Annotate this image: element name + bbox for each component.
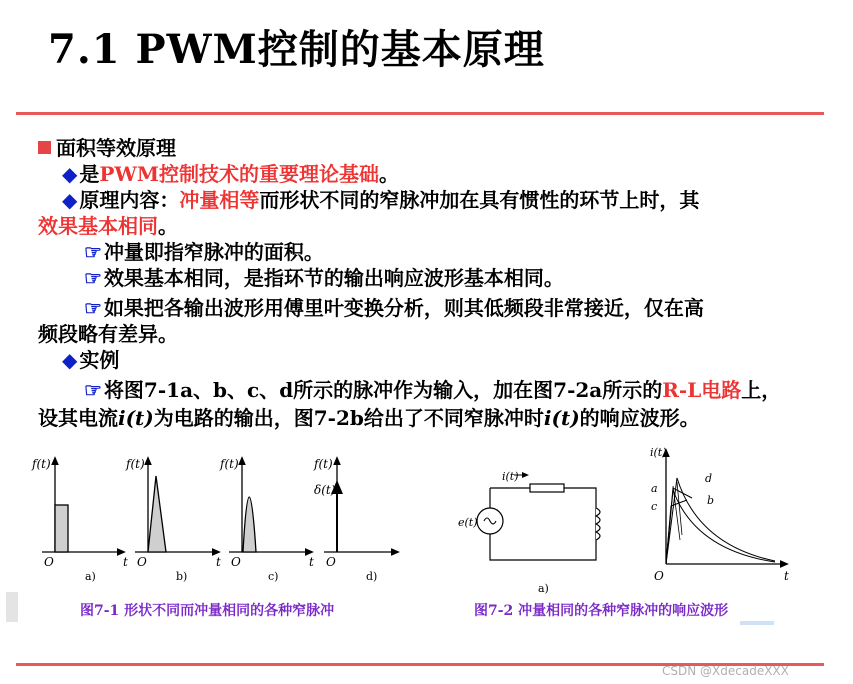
sub-bullet-impulse <box>84 239 324 265</box>
bullet-principle-cont <box>38 213 178 239</box>
label-f-d: f(t) <box>314 457 333 471</box>
label-curve-d: d <box>705 472 713 485</box>
example-line-1 <box>84 377 781 403</box>
pointing-hand-icon: ☞ <box>84 296 102 320</box>
label-o-c: O <box>231 555 241 569</box>
bullet-basis-pre: 是 <box>79 162 100 186</box>
label-it-circuit: i(t) <box>502 470 519 483</box>
principle-highlight-effect: 效果基本相同 <box>38 214 158 238</box>
label-curve-b: b <box>707 494 715 507</box>
curve-a <box>666 490 775 564</box>
wire-loop <box>490 488 596 560</box>
principle-highlight-impulse: 冲量相等 <box>179 188 260 212</box>
label-f-b: f(t) <box>126 457 145 471</box>
label-sub-a-circuit: a) <box>538 582 549 595</box>
label-o-d: O <box>326 555 336 569</box>
sub-bullet-impulse-text: 冲量即指窄脉冲的面积。 <box>103 240 324 264</box>
label-o-a: O <box>44 555 54 569</box>
label-t-a: t <box>123 555 128 569</box>
bullet-example-label: 实例 <box>79 348 120 372</box>
sub-bullet-fourier <box>84 295 704 321</box>
example-text-4: 为电路的输出，图7-2b给出了不同窄脉冲时 <box>153 406 544 430</box>
sub-bullet-effect-text: 效果基本相同，是指环节的输出响应波形基本相同。 <box>103 266 564 290</box>
label-sub-d: d) <box>366 570 378 583</box>
sub-bullet-fourier-text: 如果把各输出波形用傅里叶变换分析，则其低频段非常接近，仅在高 <box>103 296 704 320</box>
pulse-a-plot <box>31 457 128 583</box>
section-heading: 面积等效原理 <box>56 136 176 160</box>
diamond-bullet-icon: ◆ <box>62 162 78 186</box>
label-f-a: f(t) <box>32 457 51 471</box>
curve-d <box>666 478 775 564</box>
label-o-b: O <box>137 555 147 569</box>
bullet-basis <box>62 161 399 187</box>
bullet-principle <box>62 187 699 213</box>
label-f-c: f(t) <box>220 457 239 471</box>
pulse-sine <box>243 497 256 552</box>
example-line-2 <box>38 405 700 431</box>
principle-post: 。 <box>158 214 178 238</box>
pulse-c-plot <box>219 457 314 583</box>
blue-highlight-mark <box>740 621 774 625</box>
example-text-1: 将图7-1a、b、c、d所示的脉冲作为输入，加在图7-2a所示的 <box>103 378 663 402</box>
example-text-2: 上， <box>741 378 782 402</box>
example-highlight-rl: R-L电路 <box>662 378 742 402</box>
top-divider <box>16 112 824 115</box>
figure-7-1-caption: 图7-1 形状不同而冲量相同的各种窄脉冲 <box>80 603 335 619</box>
label-t-b: t <box>216 555 221 569</box>
label-sub-b: b) <box>176 570 188 583</box>
pulse-d-plot <box>313 457 396 583</box>
inductor <box>596 508 600 540</box>
label-et: e(t) <box>458 516 478 529</box>
label-sub-c: c) <box>268 570 279 583</box>
principle-pre: 原理内容： <box>79 188 180 212</box>
label-t-c: t <box>309 555 314 569</box>
principle-mid: 而形状不同的窄脉冲加在具有惯性的环节上时，其 <box>259 188 700 212</box>
label-delta-d: δ(t) <box>314 483 336 497</box>
example-current-2: i(t) <box>543 406 580 430</box>
label-curve-a: a <box>651 482 658 495</box>
pointing-hand-icon: ☞ <box>84 378 102 402</box>
label-t-resp: t <box>784 569 789 583</box>
figure-7-1 <box>30 448 400 596</box>
bullet-basis-post: 。 <box>379 162 400 186</box>
diamond-bullet-icon: ◆ <box>62 188 78 212</box>
pointing-hand-icon: ☞ <box>84 240 102 264</box>
watermark: CSDN @XdecadeXXX <box>662 664 789 678</box>
diamond-bullet-icon: ◆ <box>62 348 78 372</box>
label-curve-c: c <box>651 500 658 513</box>
hatch-1 <box>673 486 680 540</box>
label-it-resp: i(t) <box>650 446 667 459</box>
bullet-basis-highlight: PWM控制技术的重要理论基础 <box>99 162 380 186</box>
label-o-resp: O <box>654 569 664 583</box>
example-current-1: i(t) <box>118 406 154 430</box>
slide-title: 7.1 PWM控制的基本原理 <box>48 26 545 73</box>
response-plot <box>650 446 789 583</box>
figure-7-2 <box>440 440 800 600</box>
figure-7-2-caption: 图7-2 冲量相同的各种窄脉冲的响应波形 <box>474 603 729 619</box>
pulse-rect <box>55 505 68 552</box>
bullet-example <box>62 347 119 373</box>
heading-line <box>38 135 176 161</box>
pulse-triangle <box>148 476 166 552</box>
label-sub-a: a) <box>85 570 96 583</box>
left-gray-block <box>6 592 18 622</box>
example-text-5: 的响应波形。 <box>579 406 700 430</box>
sub-bullet-effect <box>84 265 564 291</box>
sub-bullet-fourier-cont: 频段略有差异。 <box>38 322 178 346</box>
pointing-hand-icon: ☞ <box>84 266 102 290</box>
rl-circuit <box>458 470 600 595</box>
example-text-3: 设其电流 <box>38 406 118 430</box>
resistor <box>530 484 564 492</box>
square-bullet-icon <box>38 141 51 154</box>
pulse-b-plot <box>125 457 221 583</box>
